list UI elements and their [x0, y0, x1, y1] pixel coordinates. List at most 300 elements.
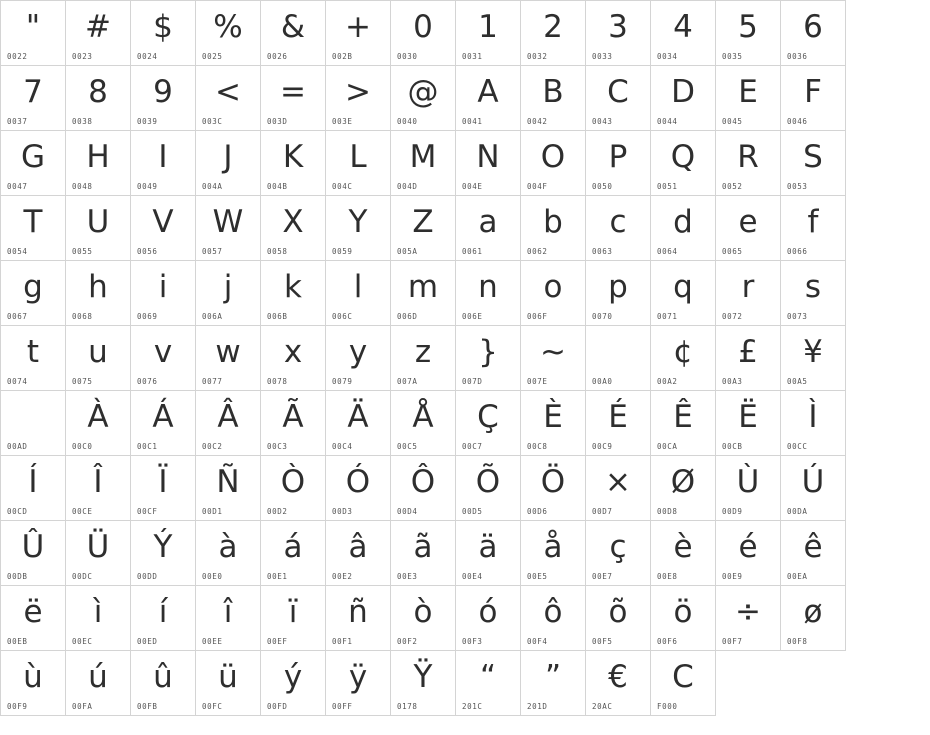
glyph-cell[interactable] [326, 66, 391, 131]
glyph-codepoint: 00D1 [202, 507, 223, 516]
glyph-cell[interactable] [651, 196, 716, 261]
glyph-cell[interactable] [1, 1, 66, 66]
glyph-codepoint: 005A [397, 247, 418, 256]
glyph-codepoint: 0047 [7, 182, 28, 191]
glyph-codepoint: 0070 [592, 312, 613, 321]
glyph-cell[interactable] [391, 586, 456, 651]
glyph-character: ÿ [348, 659, 368, 695]
glyph-character: ù [23, 659, 43, 695]
glyph-cell[interactable] [781, 196, 846, 261]
glyph-cell[interactable] [781, 326, 846, 391]
glyph-character: ÷ [735, 594, 761, 630]
glyph-cell[interactable] [391, 391, 456, 456]
glyph-character: è [673, 529, 693, 565]
glyph-cell[interactable] [716, 131, 781, 196]
glyph-codepoint: 0032 [527, 52, 548, 61]
glyph-cell[interactable] [781, 66, 846, 131]
glyph-character: Ë [738, 399, 758, 435]
glyph-character: Ü [86, 529, 110, 565]
glyph-cell[interactable] [196, 391, 261, 456]
glyph-cell[interactable] [1, 326, 66, 391]
glyph-codepoint: 201D [527, 702, 548, 711]
glyph-cell[interactable] [651, 66, 716, 131]
glyph-character: 0 [413, 9, 433, 45]
glyph-cell[interactable] [456, 131, 521, 196]
glyph-codepoint: 0065 [722, 247, 743, 256]
glyph-codepoint: 00E8 [657, 572, 678, 581]
glyph-cell[interactable] [521, 456, 586, 521]
glyph-codepoint: 00EE [202, 637, 223, 646]
glyph-character: Ï [158, 464, 168, 500]
glyph-codepoint: 00CC [787, 442, 808, 451]
glyph-character: ç [609, 529, 627, 565]
glyph-cell[interactable] [1, 66, 66, 131]
glyph-character: P [608, 139, 628, 175]
glyph-cell[interactable] [586, 651, 651, 716]
glyph-codepoint: 004C [332, 182, 353, 191]
glyph-cell[interactable] [391, 196, 456, 261]
glyph-cell[interactable] [1, 586, 66, 651]
glyph-cell[interactable] [456, 586, 521, 651]
glyph-codepoint: 0039 [137, 117, 158, 126]
glyph-codepoint: 0038 [72, 117, 93, 126]
glyph-cell[interactable] [781, 131, 846, 196]
glyph-cell[interactable] [716, 456, 781, 521]
glyph-codepoint: 0067 [7, 312, 28, 321]
glyph-cell[interactable] [651, 521, 716, 586]
glyph-codepoint: 00C9 [592, 442, 613, 451]
glyph-character: z [414, 334, 432, 370]
glyph-cell[interactable] [521, 1, 586, 66]
glyph-cell[interactable] [261, 66, 326, 131]
glyph-cell[interactable] [586, 131, 651, 196]
glyph-cell[interactable] [131, 456, 196, 521]
glyph-character: ã [413, 529, 433, 565]
glyph-codepoint: 00E5 [527, 572, 548, 581]
glyph-cell[interactable] [651, 456, 716, 521]
glyph-cell[interactable] [66, 131, 131, 196]
glyph-cell[interactable] [456, 456, 521, 521]
glyph-cell[interactable] [456, 651, 521, 716]
glyph-cell[interactable] [651, 586, 716, 651]
glyph-codepoint: 006A [202, 312, 223, 321]
glyph-character: c [609, 204, 627, 240]
glyph-codepoint: 00EF [267, 637, 288, 646]
glyph-cell[interactable] [586, 261, 651, 326]
glyph-cell[interactable] [66, 196, 131, 261]
glyph-codepoint: 0037 [7, 117, 28, 126]
glyph-cell[interactable] [261, 261, 326, 326]
glyph-cell[interactable] [131, 586, 196, 651]
glyph-cell[interactable] [456, 196, 521, 261]
glyph-character: ô [543, 594, 563, 630]
glyph-character [1, 397, 65, 437]
glyph-codepoint: 003D [267, 117, 288, 126]
glyph-character: M [409, 139, 437, 175]
glyph-cell[interactable] [326, 586, 391, 651]
glyph-character: ¥ [803, 334, 823, 370]
glyph-cell[interactable] [586, 391, 651, 456]
glyph-codepoint: 0035 [722, 52, 743, 61]
glyph-cell[interactable] [651, 326, 716, 391]
glyph-codepoint: 00CF [137, 507, 158, 516]
glyph-character: C [672, 659, 694, 695]
glyph-cell[interactable] [1, 196, 66, 261]
glyph-cell[interactable] [196, 326, 261, 391]
glyph-codepoint: 00DB [7, 572, 28, 581]
glyph-codepoint: 00F8 [787, 637, 808, 646]
glyph-codepoint: 0056 [137, 247, 158, 256]
glyph-codepoint: 0072 [722, 312, 743, 321]
glyph-codepoint: 00A0 [592, 377, 613, 386]
glyph-character: = [280, 74, 306, 110]
glyph-cell[interactable] [261, 326, 326, 391]
glyph-codepoint: 0041 [462, 117, 483, 126]
glyph-character: W [212, 204, 244, 240]
glyph-cell[interactable] [196, 651, 261, 716]
glyph-cell[interactable] [716, 521, 781, 586]
glyph-cell[interactable] [586, 1, 651, 66]
glyph-cell[interactable] [391, 456, 456, 521]
glyph-character: Å [412, 399, 434, 435]
glyph-cell[interactable] [1, 261, 66, 326]
glyph-codepoint: 00D8 [657, 507, 678, 516]
glyph-codepoint: 00E9 [722, 572, 743, 581]
glyph-codepoint: 00D3 [332, 507, 353, 516]
glyph-character: E [738, 74, 758, 110]
glyph-character: G [20, 139, 46, 175]
glyph-codepoint: 0068 [72, 312, 93, 321]
glyph-character: Y [348, 204, 368, 240]
glyph-cell[interactable] [651, 1, 716, 66]
glyph-codepoint: 006B [267, 312, 288, 321]
glyph-codepoint: 00CD [7, 507, 28, 516]
glyph-cell[interactable] [521, 391, 586, 456]
glyph-codepoint: 00FA [72, 702, 93, 711]
glyph-codepoint: 0040 [397, 117, 418, 126]
glyph-cell[interactable] [326, 131, 391, 196]
glyph-codepoint: 004F [527, 182, 548, 191]
glyph-cell[interactable] [781, 521, 846, 586]
glyph-cell[interactable] [196, 1, 261, 66]
glyph-cell[interactable] [66, 651, 131, 716]
glyph-cell[interactable] [586, 196, 651, 261]
glyph-character: ó [478, 594, 498, 630]
glyph-character: Z [412, 204, 434, 240]
glyph-cell[interactable] [131, 521, 196, 586]
glyph-character: Á [152, 399, 174, 435]
glyph-codepoint: 00F1 [332, 637, 353, 646]
glyph-cell[interactable] [261, 391, 326, 456]
glyph-codepoint: 00F3 [462, 637, 483, 646]
glyph-character: O [540, 139, 566, 175]
glyph-character: j [223, 269, 233, 305]
glyph-cell[interactable] [716, 261, 781, 326]
glyph-character: R [737, 139, 759, 175]
glyph-cell[interactable] [521, 326, 586, 391]
glyph-codepoint: 0059 [332, 247, 353, 256]
glyph-cell[interactable] [196, 456, 261, 521]
glyph-cell[interactable] [391, 66, 456, 131]
glyph-cell[interactable] [586, 521, 651, 586]
glyph-character: o [543, 269, 563, 305]
glyph-cell[interactable] [781, 391, 846, 456]
glyph-character: ú [88, 659, 108, 695]
glyph-character: J [223, 139, 233, 175]
glyph-codepoint: 004B [267, 182, 288, 191]
glyph-character: } [478, 334, 498, 370]
glyph-character: ñ [348, 594, 368, 630]
glyph-character: ò [413, 594, 433, 630]
glyph-cell[interactable] [456, 1, 521, 66]
glyph-cell[interactable] [326, 196, 391, 261]
glyph-cell[interactable] [196, 66, 261, 131]
glyph-cell[interactable] [66, 456, 131, 521]
glyph-character: Î [93, 464, 103, 500]
glyph-cell[interactable] [131, 261, 196, 326]
glyph-codepoint: 00F2 [397, 637, 418, 646]
glyph-cell[interactable] [1, 456, 66, 521]
glyph-codepoint: 0022 [7, 52, 28, 61]
glyph-cell[interactable] [261, 521, 326, 586]
glyph-character: > [345, 74, 371, 110]
glyph-cell[interactable] [586, 326, 651, 391]
glyph-codepoint: 00CE [72, 507, 93, 516]
glyph-cell[interactable] [261, 651, 326, 716]
glyph-cell[interactable] [391, 131, 456, 196]
glyph-cell[interactable] [131, 1, 196, 66]
glyph-character: p [608, 269, 628, 305]
glyph-character: S [803, 139, 823, 175]
glyph-cell[interactable] [651, 651, 716, 716]
glyph-cell[interactable] [521, 651, 586, 716]
glyph-codepoint: 0077 [202, 377, 223, 386]
glyph-character: È [543, 399, 563, 435]
glyph-cell[interactable] [716, 586, 781, 651]
glyph-cell[interactable] [196, 261, 261, 326]
glyph-cell[interactable] [196, 131, 261, 196]
glyph-cell[interactable] [651, 391, 716, 456]
glyph-character: À [87, 399, 109, 435]
glyph-codepoint: 0049 [137, 182, 158, 191]
glyph-character: + [345, 9, 371, 45]
glyph-character: Ò [280, 464, 306, 500]
glyph-character: ï [288, 594, 298, 630]
glyph-character: 3 [608, 9, 628, 45]
glyph-cell[interactable] [456, 521, 521, 586]
glyph-codepoint: 0050 [592, 182, 613, 191]
glyph-cell[interactable] [521, 66, 586, 131]
glyph-cell[interactable] [391, 261, 456, 326]
glyph-character: n [478, 269, 498, 305]
glyph-cell[interactable] [131, 196, 196, 261]
glyph-cell[interactable] [196, 521, 261, 586]
glyph-codepoint: 00CA [657, 442, 678, 451]
glyph-character: 9 [153, 74, 173, 110]
glyph-cell[interactable] [131, 326, 196, 391]
glyph-cell[interactable] [651, 131, 716, 196]
glyph-character: D [671, 74, 695, 110]
glyph-codepoint: 00F7 [722, 637, 743, 646]
glyph-codepoint: 00C2 [202, 442, 223, 451]
glyph-codepoint: 0048 [72, 182, 93, 191]
glyph-codepoint: 0025 [202, 52, 223, 61]
glyph-character: Ó [345, 464, 371, 500]
glyph-cell[interactable] [391, 326, 456, 391]
glyph-codepoint: 0069 [137, 312, 158, 321]
glyph-codepoint: 00ED [137, 637, 158, 646]
glyph-cell[interactable] [326, 456, 391, 521]
glyph-codepoint: 00FC [202, 702, 223, 711]
glyph-character: û [153, 659, 173, 695]
glyph-cell[interactable] [261, 196, 326, 261]
glyph-cell[interactable] [326, 521, 391, 586]
glyph-cell[interactable] [456, 326, 521, 391]
glyph-character: $ [153, 9, 173, 45]
glyph-cell[interactable] [521, 131, 586, 196]
glyph-cell[interactable] [66, 66, 131, 131]
glyph-cell[interactable] [1, 131, 66, 196]
glyph-cell[interactable] [781, 586, 846, 651]
glyph-cell[interactable] [586, 586, 651, 651]
glyph-character: K [282, 139, 304, 175]
glyph-cell[interactable] [716, 196, 781, 261]
glyph-cell[interactable] [521, 586, 586, 651]
glyph-character: N [476, 139, 500, 175]
glyph-character: 6 [803, 9, 823, 45]
glyph-cell[interactable] [261, 586, 326, 651]
glyph-cell[interactable] [1, 521, 66, 586]
glyph-character: Ã [282, 399, 304, 435]
glyph-cell[interactable] [131, 391, 196, 456]
glyph-codepoint: 00D9 [722, 507, 743, 516]
glyph-character: ~ [540, 334, 566, 370]
glyph-cell[interactable] [521, 196, 586, 261]
glyph-character: U [86, 204, 110, 240]
glyph-cell[interactable] [1, 651, 66, 716]
glyph-character: Q [670, 139, 696, 175]
glyph-codepoint: 00FB [137, 702, 158, 711]
glyph-codepoint: 00EB [7, 637, 28, 646]
glyph-cell[interactable] [586, 66, 651, 131]
glyph-codepoint: 006F [527, 312, 548, 321]
glyph-cell[interactable] [66, 391, 131, 456]
glyph-codepoint: 007A [397, 377, 418, 386]
glyph-codepoint: 0051 [657, 182, 678, 191]
glyph-cell[interactable] [586, 456, 651, 521]
glyph-codepoint: 002B [332, 52, 353, 61]
glyph-codepoint: 00D5 [462, 507, 483, 516]
glyph-character: 4 [673, 9, 693, 45]
glyph-cell[interactable] [326, 261, 391, 326]
glyph-cell[interactable] [196, 586, 261, 651]
glyph-codepoint: 00E0 [202, 572, 223, 581]
glyph-character: l [353, 269, 363, 305]
glyph-codepoint: 006C [332, 312, 353, 321]
glyph-character: B [542, 74, 564, 110]
glyph-character: ä [478, 529, 498, 565]
glyph-cell[interactable] [66, 1, 131, 66]
glyph-cell[interactable] [716, 326, 781, 391]
glyph-codepoint: 00DC [72, 572, 93, 581]
glyph-cell[interactable] [326, 1, 391, 66]
glyph-character: Â [217, 399, 239, 435]
glyph-cell[interactable] [261, 131, 326, 196]
glyph-cell[interactable] [66, 521, 131, 586]
glyph-character: 2 [543, 9, 563, 45]
glyph-cell[interactable] [326, 651, 391, 716]
glyph-cell[interactable] [651, 261, 716, 326]
glyph-codepoint: 0024 [137, 52, 158, 61]
glyph-character: ì [93, 594, 103, 630]
glyph-cell[interactable] [66, 326, 131, 391]
glyph-cell[interactable] [521, 261, 586, 326]
glyph-codepoint: 00E7 [592, 572, 613, 581]
glyph-character: A [477, 74, 499, 110]
glyph-codepoint: 00F9 [7, 702, 28, 711]
glyph-cell[interactable] [131, 651, 196, 716]
glyph-cell[interactable] [456, 66, 521, 131]
glyph-cell[interactable] [716, 1, 781, 66]
glyph-cell[interactable] [456, 391, 521, 456]
glyph-codepoint: 00A3 [722, 377, 743, 386]
glyph-cell[interactable] [781, 1, 846, 66]
glyph-character: á [283, 529, 303, 565]
glyph-cell[interactable] [781, 456, 846, 521]
glyph-cell[interactable] [781, 261, 846, 326]
glyph-codepoint: 0043 [592, 117, 613, 126]
glyph-cell[interactable] [716, 66, 781, 131]
glyph-codepoint: 00D4 [397, 507, 418, 516]
glyph-cell[interactable] [196, 196, 261, 261]
glyph-cell[interactable] [326, 391, 391, 456]
glyph-character: é [738, 529, 758, 565]
glyph-codepoint: 0033 [592, 52, 613, 61]
glyph-cell[interactable] [716, 391, 781, 456]
glyph-codepoint: 0073 [787, 312, 808, 321]
glyph-character: Ú [801, 464, 825, 500]
glyph-cell[interactable] [521, 521, 586, 586]
glyph-cell[interactable] [326, 326, 391, 391]
glyph-codepoint: 0036 [787, 52, 808, 61]
glyph-cell[interactable] [131, 66, 196, 131]
glyph-codepoint: 0058 [267, 247, 288, 256]
glyph-character: Ì [808, 399, 818, 435]
glyph-cell[interactable] [391, 651, 456, 716]
glyph-character: Ø [670, 464, 696, 500]
glyph-codepoint: 0023 [72, 52, 93, 61]
glyph-codepoint: 00AD [7, 442, 28, 451]
glyph-cell[interactable] [456, 261, 521, 326]
glyph-character: 7 [23, 74, 43, 110]
glyph-codepoint: 00D7 [592, 507, 613, 516]
glyph-character: à [218, 529, 238, 565]
glyph-cell[interactable] [261, 456, 326, 521]
glyph-cell[interactable] [391, 521, 456, 586]
glyph-cell[interactable] [261, 1, 326, 66]
glyph-character: Õ [475, 464, 501, 500]
glyph-codepoint: 00C8 [527, 442, 548, 451]
glyph-codepoint: 0026 [267, 52, 288, 61]
glyph-cell[interactable] [131, 131, 196, 196]
glyph-cell[interactable] [1, 391, 66, 456]
glyph-cell[interactable] [66, 261, 131, 326]
glyph-cell[interactable] [391, 1, 456, 66]
glyph-character: É [608, 399, 628, 435]
glyph-cell[interactable] [66, 586, 131, 651]
glyph-codepoint: 00F6 [657, 637, 678, 646]
glyph-character: × [605, 464, 631, 500]
